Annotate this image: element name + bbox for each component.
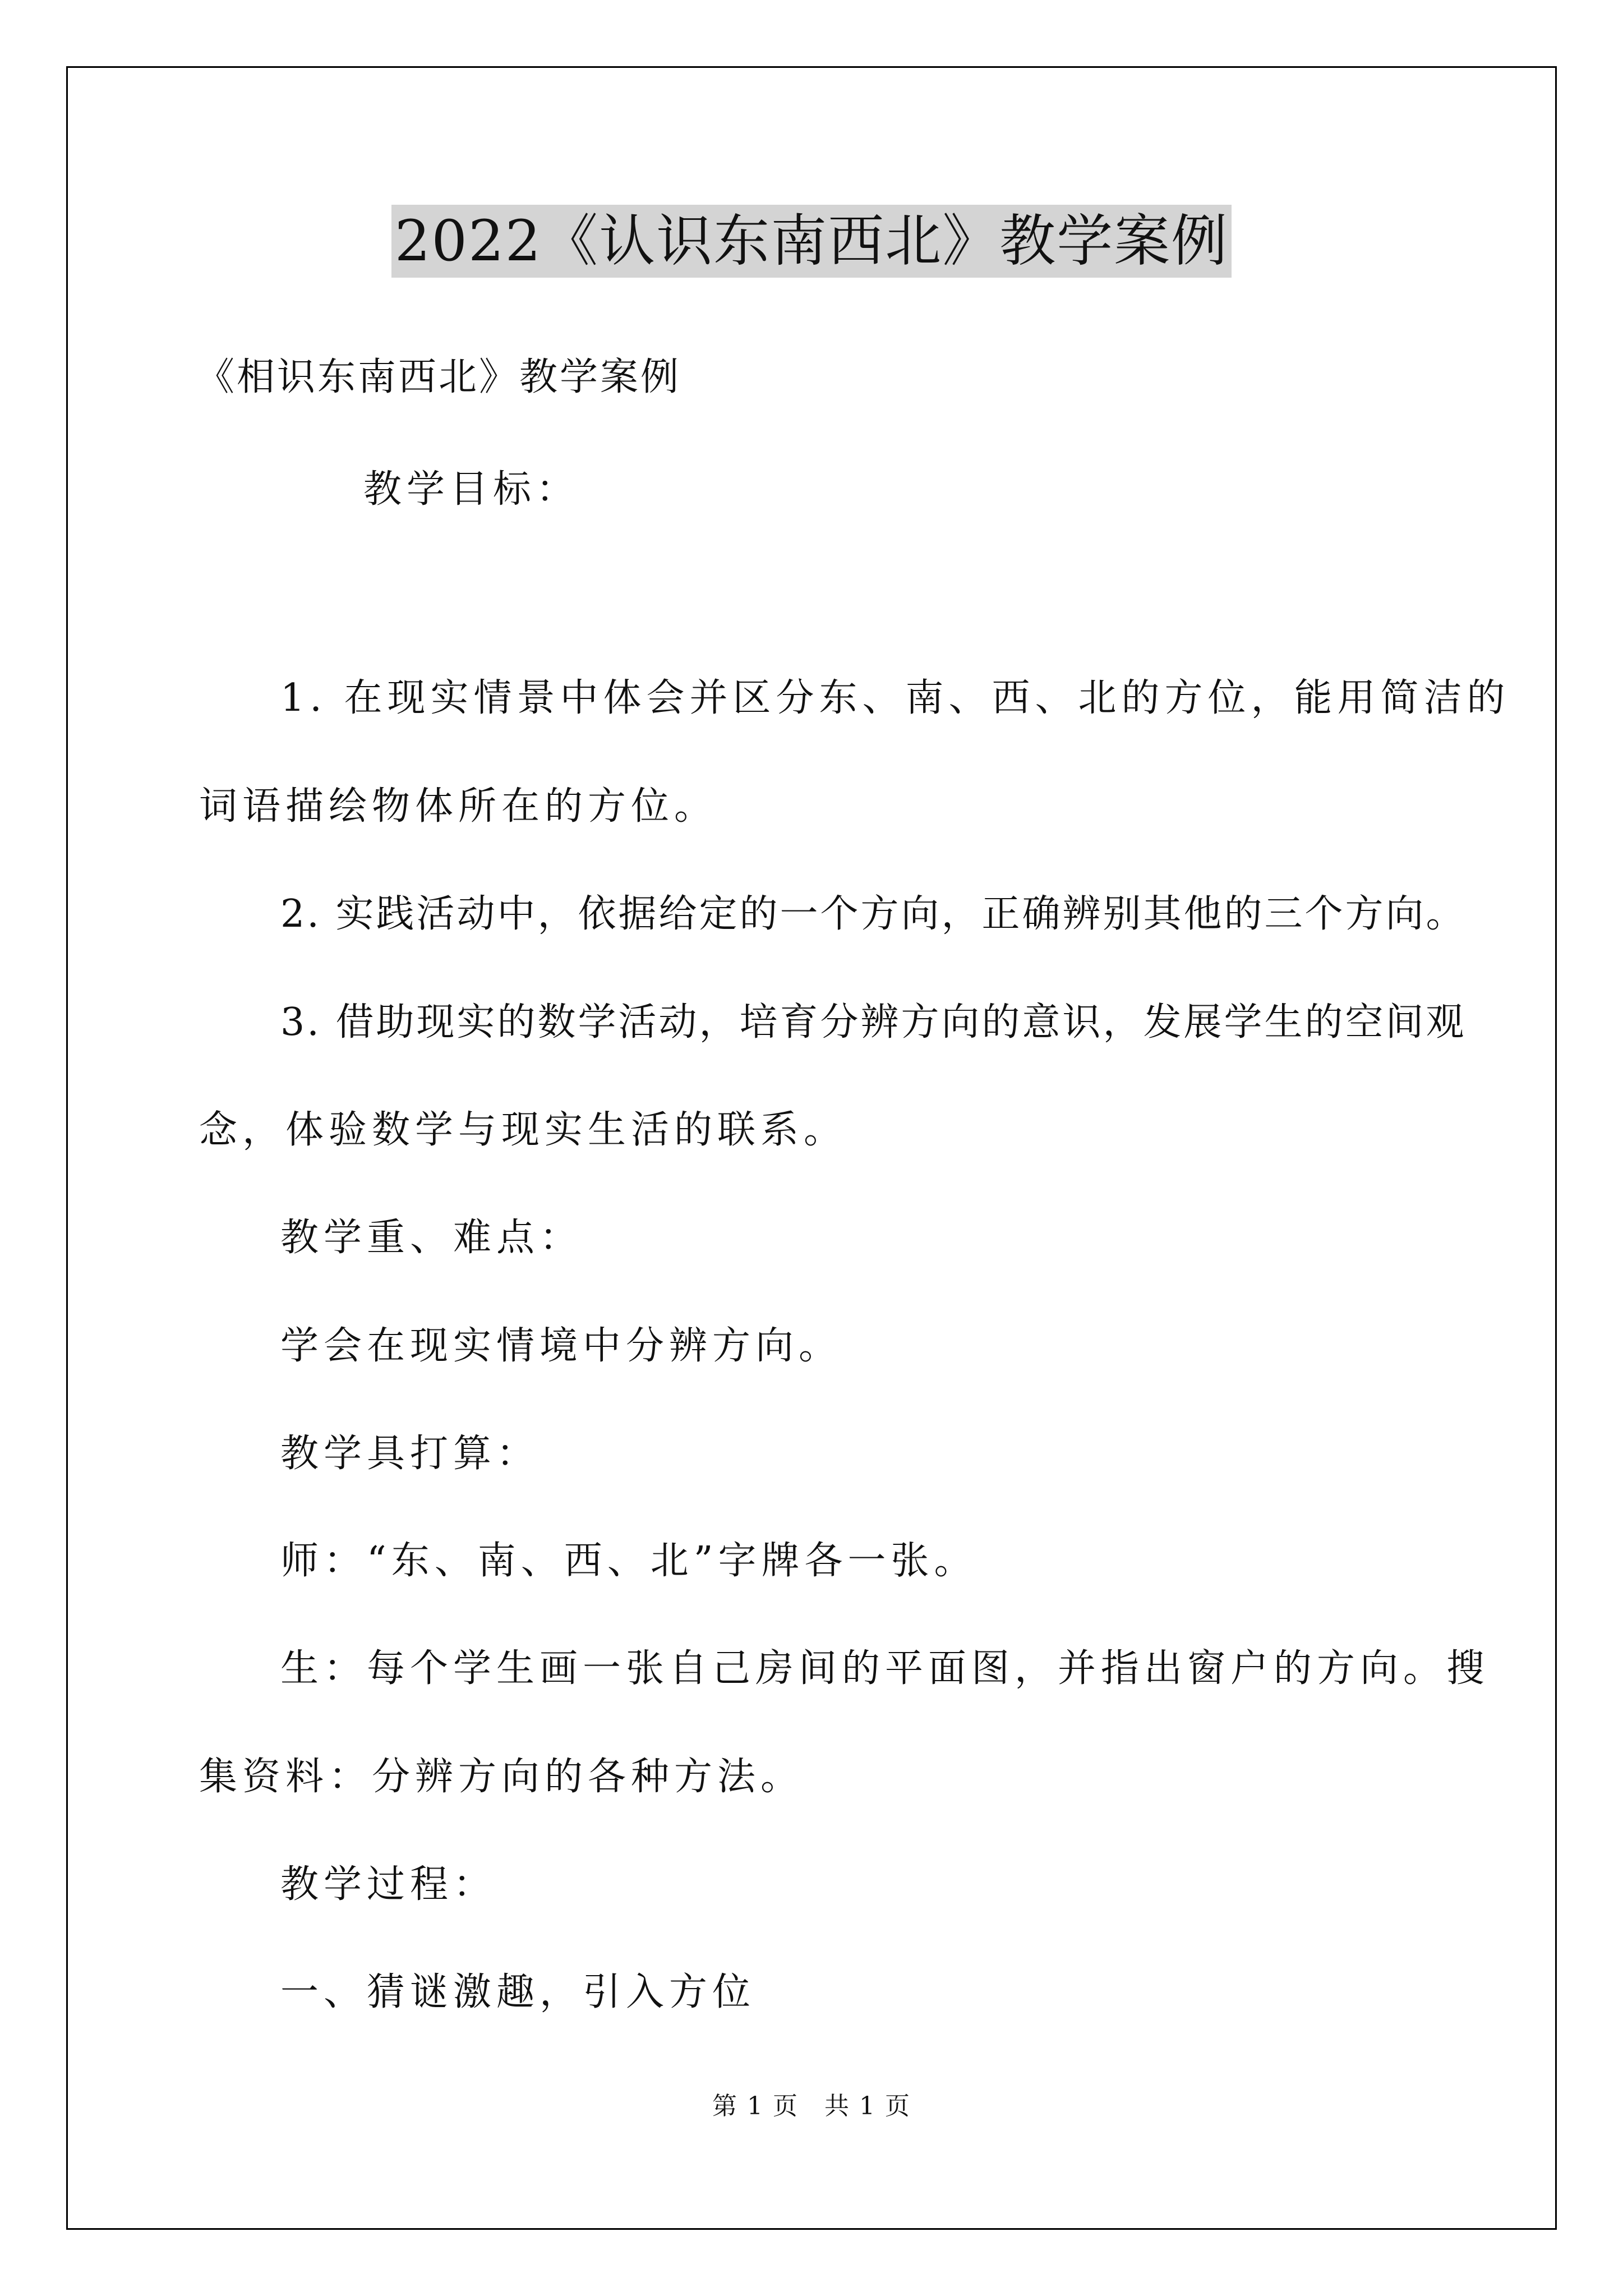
teacher-materials: 师：“东、南、西、北”字牌各一张。 xyxy=(280,1539,978,1583)
document-title xyxy=(0,205,1623,278)
goal-1-line-1: 1. 在现实情景中体会并区分东、南、西、北的方位，能用简洁的 xyxy=(280,676,1510,720)
goal-2: 2. 实践活动中，依据给定的一个方向，正确辨别其他的三个方向。 xyxy=(280,892,1467,936)
document-title-text: 2022《认识东南西北》教学案例 xyxy=(391,205,1232,278)
process-step-1: 一、猜谜激趣，引入方位 xyxy=(280,1970,756,2014)
goal-3-line-2: 念，体验数学与现实生活的联系。 xyxy=(199,1108,847,1152)
subtitle-paragraph: 《相识东南西北》教学案例 xyxy=(196,355,681,399)
teaching-goals-heading: 教学目标： xyxy=(363,467,580,512)
page-footer: 第 1 页 共 1 页 xyxy=(712,2092,911,2120)
process-heading: 教学过程： xyxy=(280,1862,497,1907)
key-points-heading: 教学重、难点： xyxy=(280,1216,583,1260)
student-materials-line-2: 集资料：分辨方向的各种方法。 xyxy=(199,1755,804,1799)
materials-heading: 教学具打算： xyxy=(280,1432,540,1476)
goal-3-line-1: 3. 借助现实的数学活动，培育分辨方向的意识，发展学生的空间观 xyxy=(280,1000,1467,1045)
goal-1-line-2: 词语描绘物体所在的方位。 xyxy=(199,784,718,829)
student-materials-line-1: 生：每个学生画一张自己房间的平面图，并指出窗户的方向。搜 xyxy=(280,1646,1490,1691)
key-points-text: 学会在现实情境中分辨方向。 xyxy=(280,1324,842,1368)
